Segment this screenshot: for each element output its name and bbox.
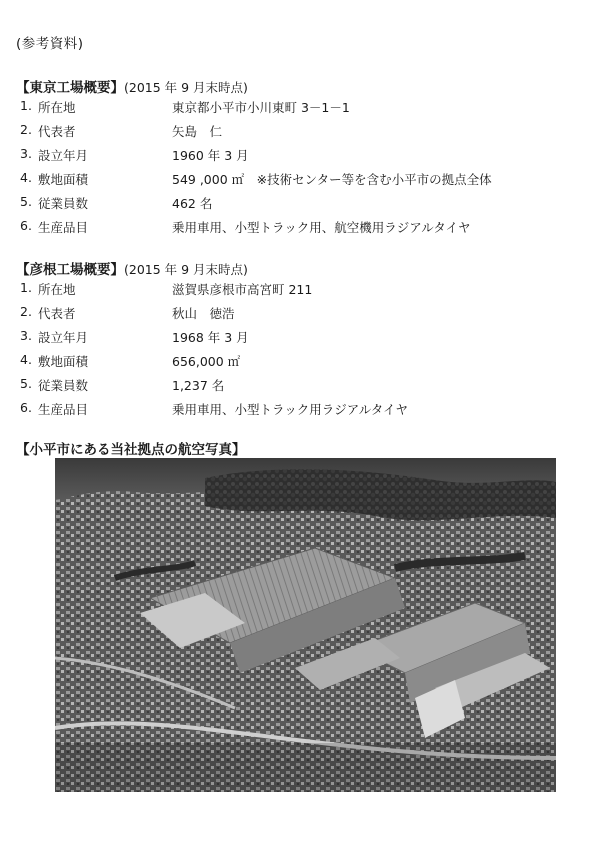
row-value: 東京都小平市小川東町 3－1－1 <box>172 100 350 115</box>
aerial-photo-heading: 【小平市にある当社拠点の航空写真】 <box>16 442 246 458</box>
row-key: 設立年月 <box>38 330 89 345</box>
hikone-row-employees <box>20 376 580 396</box>
hikone-row-established <box>20 328 580 348</box>
row-key: 代表者 <box>38 124 76 139</box>
row-value: 462 名 <box>172 196 213 211</box>
row-key: 代表者 <box>38 306 76 321</box>
row-key: 所在地 <box>38 100 76 115</box>
aerial-photo <box>55 458 556 792</box>
hikone-section-heading <box>16 258 248 278</box>
row-value: 秋山 徳浩 <box>172 306 235 321</box>
row-value: 1968 年 3 月 <box>172 330 249 345</box>
row-number: 3. <box>20 146 32 161</box>
row-key: 設立年月 <box>38 148 89 163</box>
tokyo-row-site-area <box>20 170 580 190</box>
hikone-heading-title: 【彦根工場概要】 <box>16 262 124 278</box>
tokyo-row-employees <box>20 194 580 214</box>
row-key: 敷地面積 <box>38 172 89 187</box>
row-value: 549 ,000 ㎡ ※技術センター等を含む小平市の拠点全体 <box>172 172 492 187</box>
tokyo-section-heading <box>16 76 248 96</box>
row-value: 1960 年 3 月 <box>172 148 249 163</box>
hikone-heading-note: (2015 年 9 月末時点) <box>124 262 248 277</box>
row-number: 5. <box>20 376 32 391</box>
tokyo-row-products <box>20 218 580 238</box>
tokyo-row-representative <box>20 122 580 142</box>
row-number: 4. <box>20 352 32 367</box>
row-key: 従業員数 <box>38 378 89 393</box>
hikone-row-site-area <box>20 352 580 372</box>
row-value: 滋賀県彦根市高宮町 211 <box>172 282 313 297</box>
row-number: 4. <box>20 170 32 185</box>
aerial-photo-illustration <box>55 458 556 792</box>
row-key: 敷地面積 <box>38 354 89 369</box>
row-number: 3. <box>20 328 32 343</box>
reference-label: (参考資料) <box>16 36 84 52</box>
row-value: 656,000 ㎡ <box>172 354 241 369</box>
row-number: 6. <box>20 218 32 233</box>
row-key: 生産品目 <box>38 402 89 417</box>
tokyo-row-established <box>20 146 580 166</box>
row-number: 2. <box>20 122 32 137</box>
row-number: 6. <box>20 400 32 415</box>
row-number: 5. <box>20 194 32 209</box>
row-number: 1. <box>20 280 32 295</box>
tokyo-heading-title: 【東京工場概要】 <box>16 80 124 96</box>
row-value: 1,237 名 <box>172 378 225 393</box>
hikone-row-location <box>20 280 580 300</box>
row-key: 所在地 <box>38 282 76 297</box>
tokyo-row-location <box>20 98 580 118</box>
row-key: 従業員数 <box>38 196 89 211</box>
hikone-row-representative <box>20 304 580 324</box>
row-number: 1. <box>20 98 32 113</box>
row-number: 2. <box>20 304 32 319</box>
row-value: 乗用車用、小型トラック用、航空機用ラジアルタイヤ <box>172 220 471 235</box>
hikone-row-products <box>20 400 580 420</box>
tokyo-heading-note: (2015 年 9 月末時点) <box>124 80 248 95</box>
row-value: 乗用車用、小型トラック用ラジアルタイヤ <box>172 402 409 417</box>
row-value: 矢島 仁 <box>172 124 223 139</box>
row-key: 生産品目 <box>38 220 89 235</box>
